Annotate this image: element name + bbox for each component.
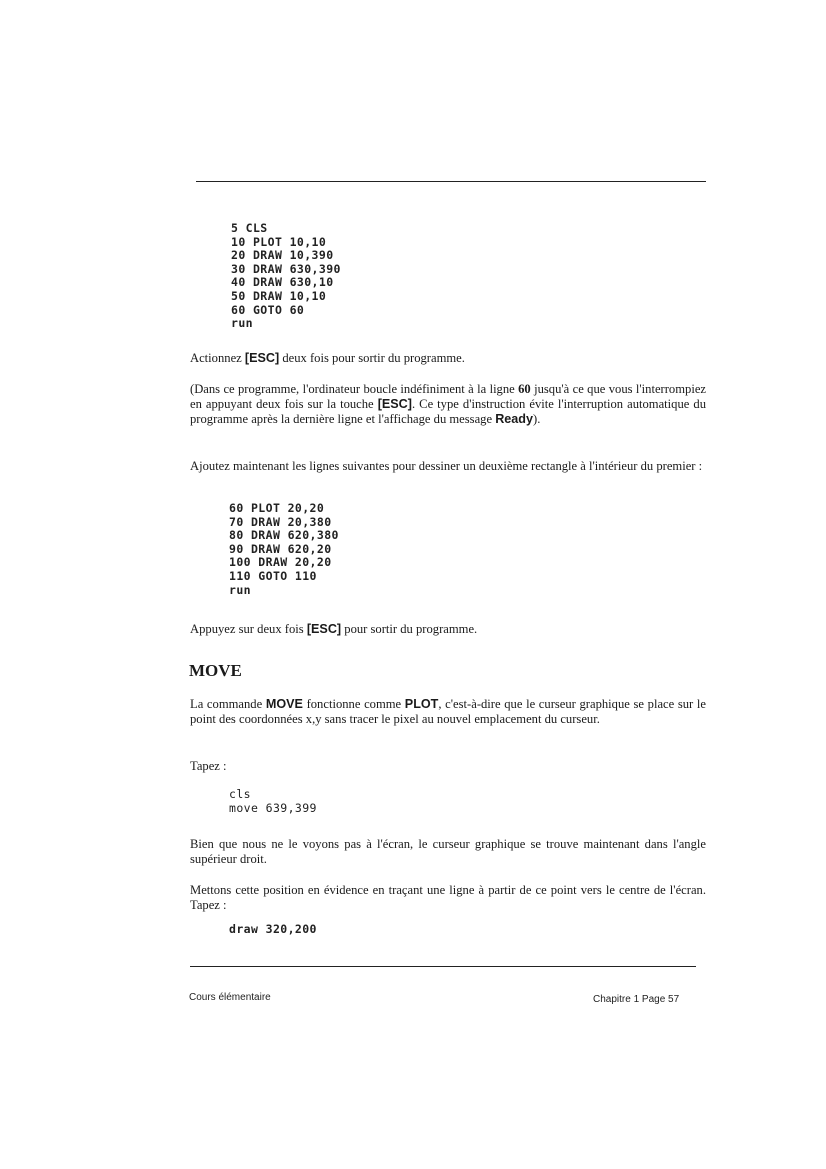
section-heading-move: MOVE [189,661,242,680]
paragraph-esc-exit: Actionnez [ESC] deux fois pour sortir du programme. [190,351,465,365]
code-block-4: draw 320,200 [229,922,317,936]
footer-left: Cours élémentaire [189,992,271,1003]
top-rule [196,181,706,182]
paragraph-tapez: Tapez : [190,759,227,773]
paragraph-esc-exit-2: Appuyez sur deux fois [ESC] pour sortir du programme. [190,622,478,636]
paragraph-loop-explanation: (Dans ce programme, l'ordinateur boucle indéfiniment à la ligne 60 jusqu'à ce que vous l'interrompiez en appuyant deux fois sur la touche [ESC]. Ce type d'instruction évite l'interruption automatique du programme après la dernière ligne et l'affichage du message Ready). [190,382,707,427]
code-block-1: 5 CLS 10 PLOT 10,10 20 DRAW 10,390 30 DRAW 630,390 40 DRAW 630,10 50 DRAW 10,10 60 GOTO 60 run [231,221,341,331]
paragraph-draw-line: Mettons cette position en évidence en traçant une ligne à partir de ce point vers le centre de l'écran. Tapez : [190,883,706,913]
footer-right: Chapitre 1 Page 57 [593,994,680,1005]
paragraph-cursor-position: Bien que nous ne le voyons pas à l'écran, le curseur graphique se trouve maintenant dans l'angle supérieur droit. [190,837,706,867]
bottom-rule [190,966,696,967]
paragraph-second-rectangle: Ajoutez maintenant les lignes suivantes pour dessiner un deuxième rectangle à l'intérieur du premier : [190,459,703,473]
code-block-3: cls move 639,399 [229,787,317,815]
code-block-2: 60 PLOT 20,20 70 DRAW 20,380 80 DRAW 620,380 90 DRAW 620,20 100 DRAW 20,20 110 GOTO 110 run [229,501,339,597]
paragraph-move-description: La commande MOVE fonctionne comme PLOT, c'est-à-dire que le curseur graphique se place sur le point des coordonnées x,y sans tracer le pixel au nouvel emplacement du curseur. [190,697,706,727]
